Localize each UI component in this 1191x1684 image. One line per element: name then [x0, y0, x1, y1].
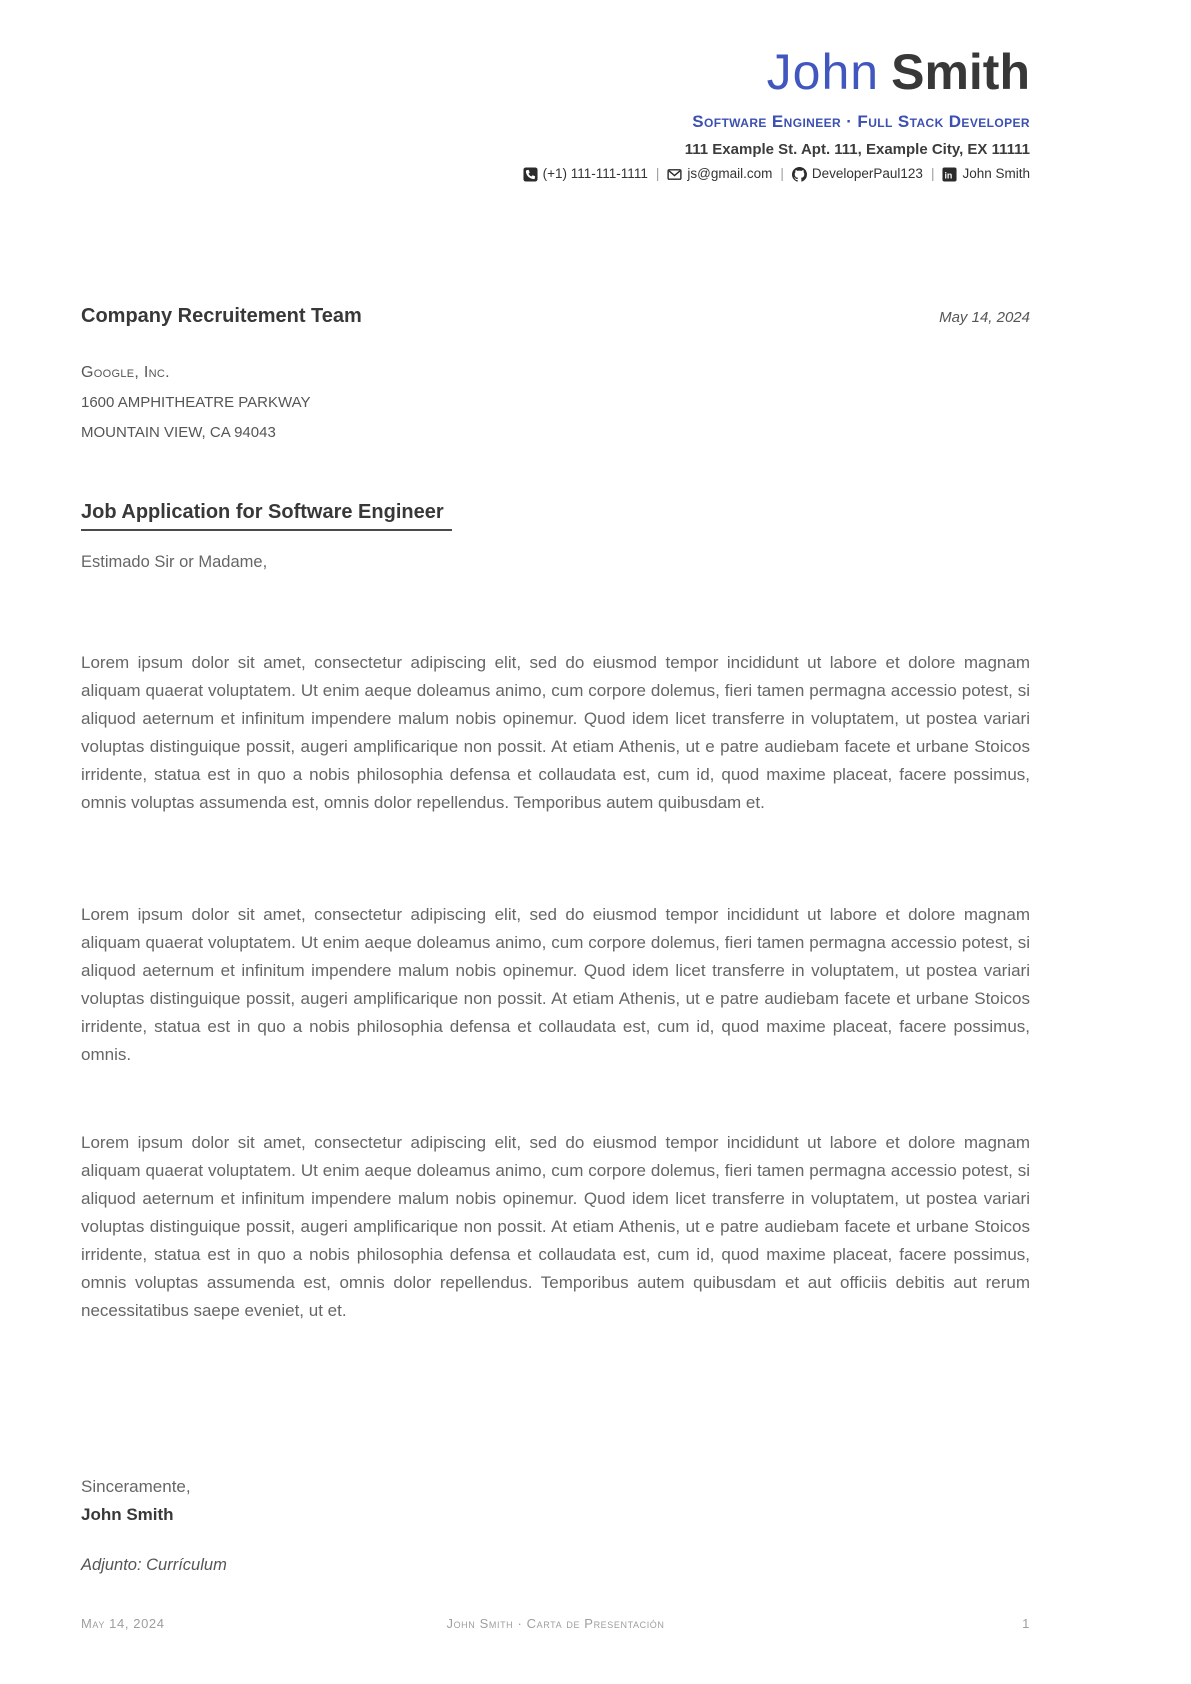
- separator: |: [655, 166, 660, 181]
- position-subtitle: Software Engineer · Full Stack Developer: [692, 112, 1030, 131]
- closing-text: Sinceramente,: [81, 1477, 191, 1496]
- letter-title: Job Application for Software Engineer: [81, 499, 452, 531]
- company-name: Google, Inc.: [81, 364, 170, 381]
- github-contact[interactable]: [792, 164, 923, 184]
- separator: |: [780, 166, 784, 181]
- page-title: [81, 46, 1030, 98]
- phone-contact[interactable]: [523, 164, 648, 184]
- letter-paragraph: Lorem ipsum dolor sit amet, consectetur adipiscing elit, sed do eiusmod tempor incididunt ut labore et dolore magnam aliquam quaerat voluptatem. Ut enim aeque doleamus animo, cum corpore dolemus, fieri tamen permagna accessio potest, si aliquod aeternum et infinitum impendere malum nobis opinemur. Quod idem licet transferre in voluptatem, ut postea variari voluptas distinguique possit, augeri amplificarique non possit. At etiam Athenis, ut e patre audiebam facete et urbane Stoicos irridente, statua est in quo a nobis philosophia defensa et collaudata est, cum id, quod maxime placeat, facere possimus, omnis voluptas assumenda est, omnis dolor repellendus. Temporibus autem quibusdam et.: [81, 653, 1030, 812]
- recipient-row: [81, 305, 1030, 328]
- company-address-line: 1600 AMPHITHEATRE PARKWAY: [81, 394, 311, 411]
- signature-name: John Smith: [81, 1505, 174, 1524]
- envelope-icon: [667, 167, 682, 182]
- letter-opening: Estimado Sir or Madame,: [81, 553, 268, 571]
- recipient-name: Company Recruitement Team: [81, 305, 362, 327]
- github-username: DeveloperPaul123: [811, 166, 923, 181]
- enclosure-note: Adjunto: Currículum: [81, 1556, 227, 1574]
- header-address: 111 Example St. Apt. 111, Example City, EX 11111: [684, 141, 1030, 158]
- first-name: John: [766, 44, 880, 100]
- phone-number: (+1) 111-111-1111: [542, 166, 648, 181]
- contact-line: [81, 164, 1030, 184]
- page-footer: [81, 1616, 1030, 1631]
- email-contact[interactable]: [667, 164, 772, 184]
- email-address: js@gmail.com: [687, 166, 773, 181]
- letter-paragraph: Lorem ipsum dolor sit amet, consectetur adipiscing elit, sed do eiusmod tempor incididunt ut labore et dolore magnam aliquam quaerat voluptatem. Ut enim aeque doleamus animo, cum corpore dolemus, fieri tamen permagna accessio potest, si aliquod aeternum et infinitum impendere malum nobis opinemur. Quod idem licet transferre in voluptatem, ut postea variari voluptas distinguique possit, augeri amplificarique non possit. At etiam Athenis, ut e patre audiebam facete et urbane Stoicos irridente, statua est in quo a nobis philosophia defensa et collaudata est, cum id, quod maxime placeat, facere possimus, omnis.: [81, 905, 1030, 1064]
- linkedin-name: John Smith: [962, 166, 1030, 181]
- letter-title-wrap: [81, 499, 1030, 531]
- letter-date: May 14, 2024: [939, 309, 1030, 326]
- phone-icon: [523, 167, 538, 182]
- linkedin-contact[interactable]: [942, 164, 1030, 184]
- closing-block: [81, 1473, 1030, 1529]
- last-name: Smith: [891, 44, 1030, 100]
- github-icon: [792, 167, 807, 182]
- footer-center-text: John Smith · Carta de Presentación: [446, 1616, 665, 1631]
- header: [81, 46, 1030, 184]
- letter-paragraph: Lorem ipsum dolor sit amet, consectetur adipiscing elit, sed do eiusmod tempor incididunt ut labore et dolore magnam aliquam quaerat voluptatem. Ut enim aeque doleamus animo, cum corpore dolemus, fieri tamen permagna accessio potest, si aliquod aeternum et infinitum impendere malum nobis opinemur. Quod idem licet transferre in voluptatem, ut postea variari voluptas distinguique possit, augeri amplificarique non possit. At etiam Athenis, ut e patre audiebam facete et urbane Stoicos irridente, statua est in quo a nobis philosophia defensa et collaudata est, cum id, quod maxime placeat, facere possimus, omnis voluptas assumenda est, omnis dolor repellendus. Temporibus autem quibusdam et aut officiis debitis aut rerum necessitatibus saepe eveniet, ut et.: [81, 1133, 1030, 1320]
- footer-date: May 14, 2024: [81, 1616, 165, 1631]
- svg-text:in: in: [944, 169, 953, 180]
- footer-page-number: 1: [1022, 1616, 1030, 1631]
- recipient-address-block: [81, 358, 1030, 448]
- linkedin-icon: [942, 167, 957, 182]
- separator: |: [930, 166, 935, 181]
- company-address-line: MOUNTAIN VIEW, CA 94043: [81, 424, 276, 441]
